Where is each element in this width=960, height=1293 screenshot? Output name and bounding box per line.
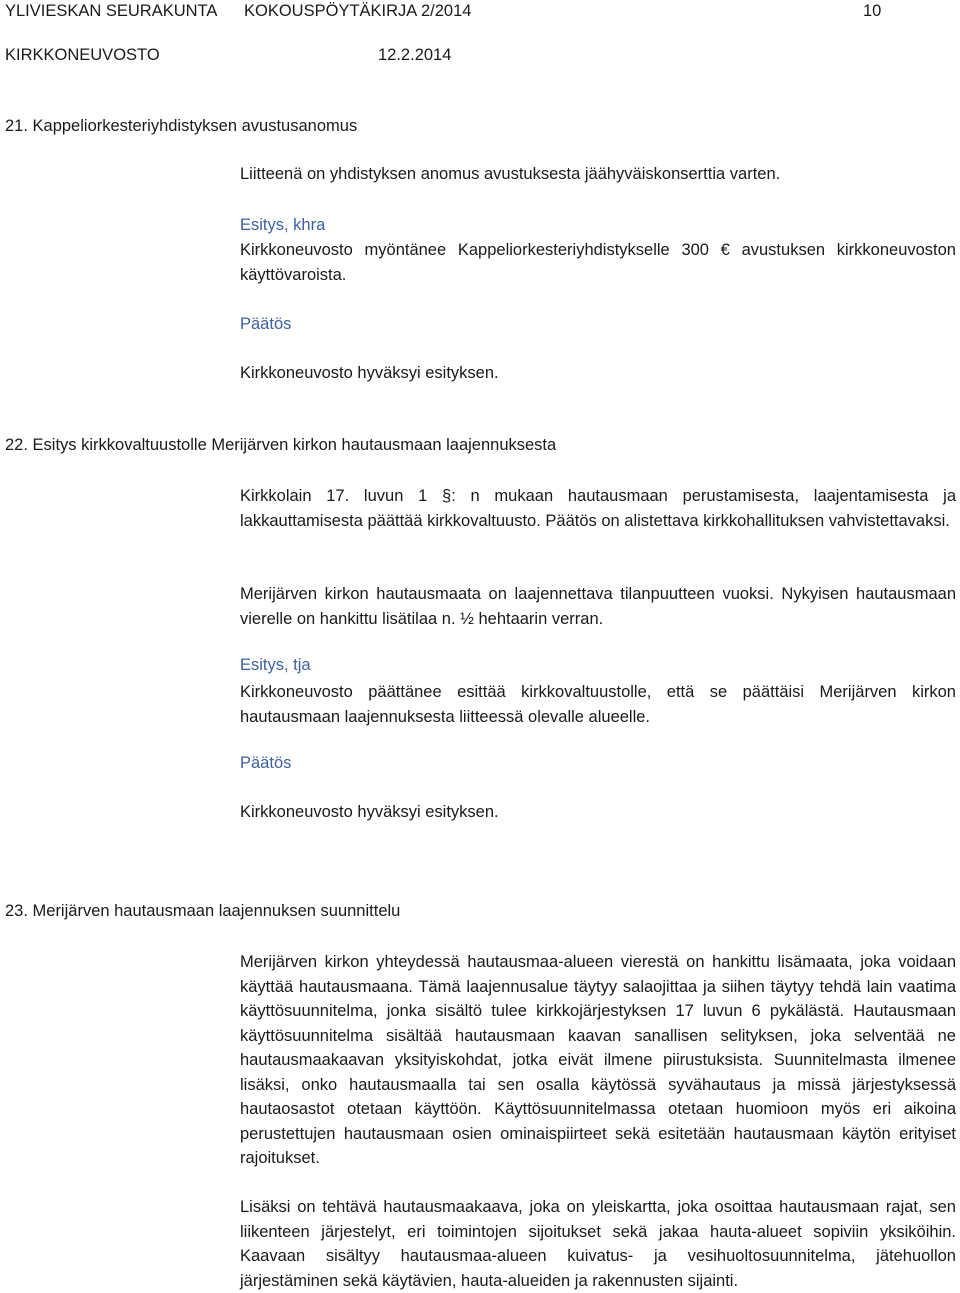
section-23-paragraph-2: Lisäksi on tehtävä hautausmaakaava, joka on yleiskartta, joka osoittaa hautausmaan rajat, sen liikenteen järjestelyt, eri toimintojen sijoitukset sekä jakaa hauta-alueet sopiviin yksiköihin. Kaavaan sisältyy hautausmaa-alueen kuivatus- ja vesihuoltosuunnitelma, jätehuollon järjestäminen sekä käytävien, hauta-alueiden ja rakennusten sijainti. xyxy=(240,1198,956,1290)
section-22-decision-text: Kirkkoneuvosto hyväksyi esityksen. xyxy=(240,803,499,821)
section-23-paragraph-1: Merijärven kirkon yhteydessä hautausmaa-alueen vierestä on hankittu lisämaata, joka voidaan käyttää hautausmaana. Tämä laajennusalue täytyy salaojittaa ja siihen täytyy tehdä lain vaatima käyttösuunnitelma, jonka sisältö tulee kirkkojärjestyksen 17 luvun 6 pykälästä. Hautausmaan käyttösuunnitelma sisältää hautausmaan kaavan sanallisen selityksen, joka selventää ne hautausmaakaavan yksityiskohdat, jotka eivät ilmene piirustuksista. Suunnitelmasta ilmenee lisäksi, onko hautausmaalla tai sen osalla käytössä syvähautaus ja missä järjestyksessä hautaosastot otetaan käyttöön. Käyttösuunnitelmassa otetaan huomioon myös eri aikoina perustettujen hautausmaan osien ominaispiirteet sekä esitetään hautausmaan käytön erityiset rajoitukset. xyxy=(240,953,956,1167)
section-22-need-text: Merijärven kirkon hautausmaata on laajennettava tilanpuutteen vuoksi. Nykyisen hautausmaan vierelle on hankittu lisätilaa n. ½ hehtaarin verran. xyxy=(240,585,956,628)
section-21-decision-label: Päätös xyxy=(240,315,292,333)
section-21-proposal-label: Esitys, khra xyxy=(240,216,326,234)
header-doc-title: KOKOUSPÖYTÄKIRJA 2/2014 xyxy=(244,2,472,20)
header-body: KIRKKONEUVOSTO xyxy=(5,46,160,64)
section-21-title: 21. Kappeliorkesteriyhdistyksen avustusanomus xyxy=(5,117,358,135)
section-21-attachment-text: Liitteenä on yhdistyksen anomus avustuksesta jäähyväiskonserttia varten. xyxy=(240,165,781,183)
header-page-number: 10 xyxy=(863,2,882,20)
header-org: YLIVIESKAN SEURAKUNTA xyxy=(5,2,218,20)
section-22-proposal-text: Kirkkoneuvosto päättänee esittää kirkkovaltuustolle, että se päättäisi Merijärven kirkon hautausmaan laajennuksesta liitteessä olevalle alueelle. xyxy=(240,683,956,726)
section-22-decision-label: Päätös xyxy=(240,754,292,772)
section-21-decision-text: Kirkkoneuvosto hyväksyi esityksen. xyxy=(240,364,499,382)
section-22-proposal-label: Esitys, tja xyxy=(240,656,311,674)
section-23-title: 23. Merijärven hautausmaan laajennuksen suunnittelu xyxy=(5,902,401,920)
section-22-title: 22. Esitys kirkkovaltuustolle Merijärven kirkon hautausmaan laajennuksesta xyxy=(5,436,557,454)
section-21-proposal-text: Kirkkoneuvosto myöntänee Kappeliorkesteriyhdistykselle 300 € avustuksen kirkkoneuvoston käyttövaroista. xyxy=(240,241,956,284)
section-22-law-text: Kirkkolain 17. luvun 1 §: n mukaan hautausmaan perustamisesta, laajentamisesta ja lakkauttamisesta päättää kirkkovaltuusto. Päätös on alistettava kirkkohallituksen vahvistettavaksi. xyxy=(240,487,956,530)
header-date: 12.2.2014 xyxy=(378,46,452,64)
